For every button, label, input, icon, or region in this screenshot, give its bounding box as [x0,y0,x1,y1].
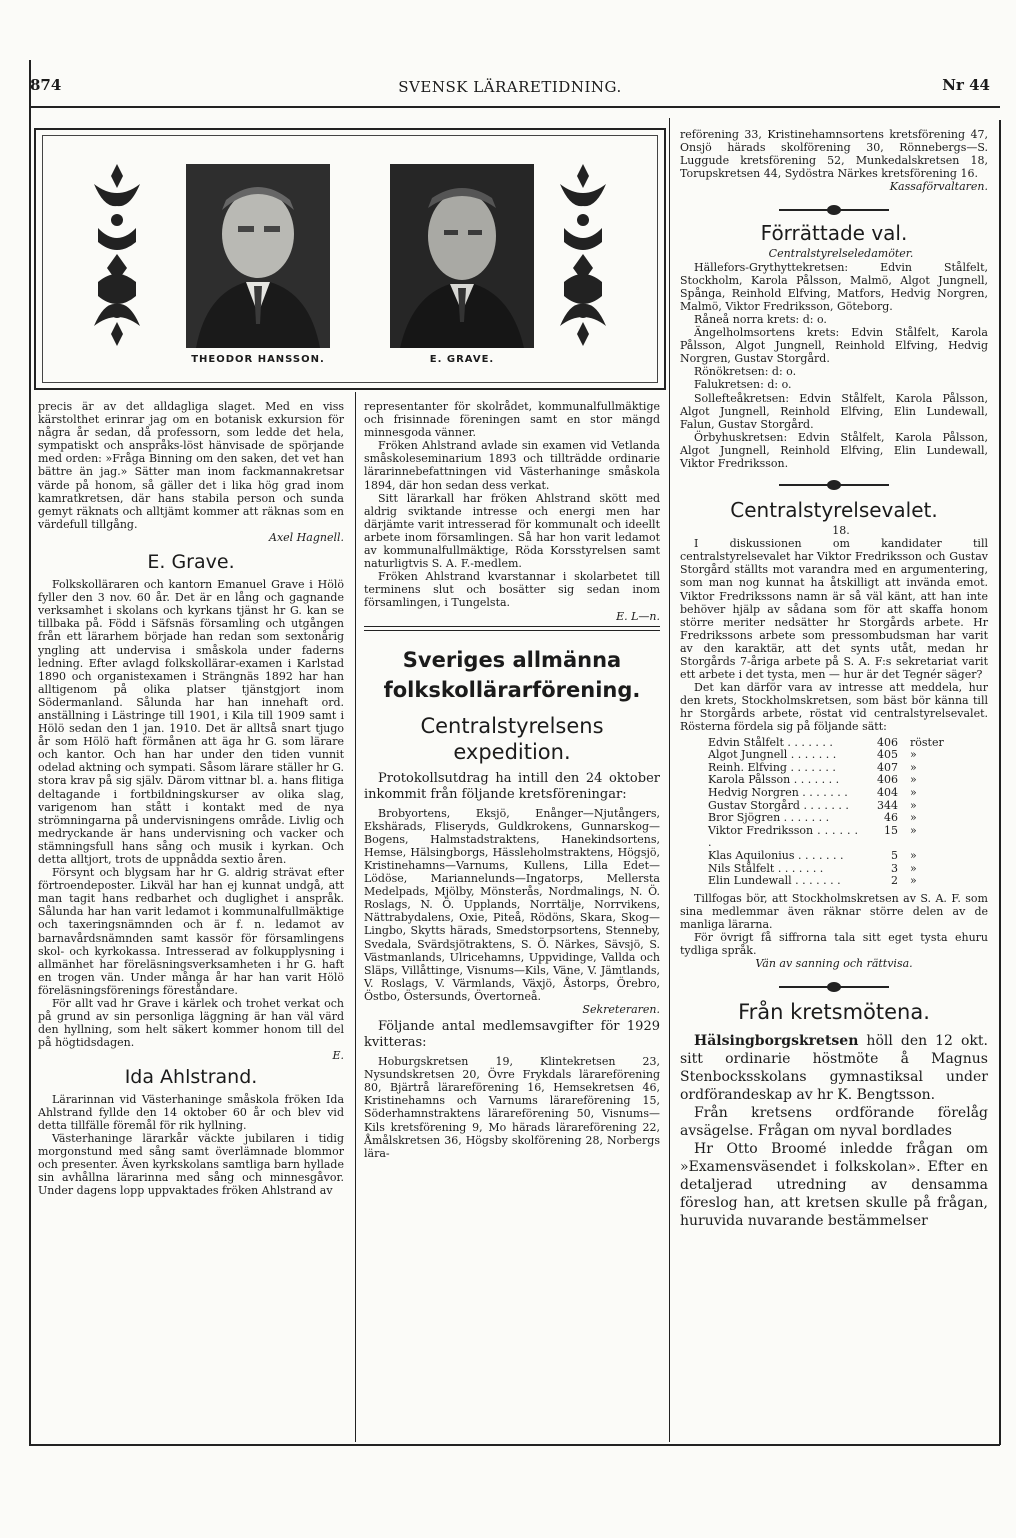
bottom-rule [29,1444,1000,1446]
paragraph: Det kan därför vara av intresse att meddela, hur den krets, Stockholmskretsen, som bäst bör känna till hr Storgårds arbete, röstat vid centralstyrelsevalet. Rösterna fördela sig på följande sätt: [680,681,988,734]
vote-unit: » [910,874,917,888]
paragraph: Sollefteåkretsen: Edvin Stålfelt, Karola Pålsson, Algot Jungnell, Reinhold Elfving, Elin Lundewall, Falun, Gustav Storgård. [680,391,988,431]
ornament-right-icon [556,162,610,348]
newspaper-title: SVENSK LÄRARETIDNING. [398,78,622,96]
signature: E. [332,1049,344,1063]
vote-count: 406 [877,735,898,749]
divider-arrow-icon [680,980,988,994]
paragraph: Från kretsens ordförande förelåg avsägelse. Frågan om nyval bordlades [680,1105,988,1140]
paragraph: För övrigt få siffrorna tala sitt eget tysta ehuru tydliga språk. [680,930,988,958]
vote-row [708,850,988,863]
signature: Sekreteraren. [582,1003,660,1016]
column-rule-1 [355,392,356,1442]
vote-unit: » [910,760,917,774]
vote-name: Hedvig Norgren . . . . . . . [708,785,848,799]
vote-unit: » [910,823,917,837]
vote-unit: » [910,773,917,787]
left-border [29,60,31,1445]
paragraph: Falukretsen: d: o. [694,378,792,392]
vote-name: Viktor Fredriksson . . . . . . . [708,823,858,850]
vote-unit: » [910,861,917,875]
ornament-left-icon [90,162,144,348]
caption-hansson: THEODOR HANSSON. [191,354,325,365]
vote-unit: » [910,748,917,762]
paragraph-fees: Hoburgskretsen 19, Klintekretsen 23, Nysundskretsen 20, Övre Frykdals lärareförening 80, Bjärtrå lärareförening 16, Hemsekretsen 46, Kristinehamns och Varnums lärareförening 15, Söderhamnstraktens lärareförening 50, Visnums—Kils kretsförening 9, Mo härads lärareförening 22, Åmålskretsen 36, Högsby skolförening 28, Norbergs lära- [364,1055,660,1160]
page-number: 874 [30,76,62,94]
vote-row [708,749,988,762]
signature: Vän av sanning och rättvisa. [755,957,913,971]
signature: Axel Hagnell. [269,530,344,544]
paragraph: För allt vad hr Grave i kärlek och trohet verkat och på grund av sin personliga läggning är han väl värd den hyllning, som helt säkert kommer honom till del på högtidsdagen. [38,997,344,1050]
subheading: Centralstyrelseledamöter. [768,247,914,261]
paragraph: Försynt och blygsam har hr G. aldrig strävat efter förtroendeposter. Likväl har han ej kunnat undgå, att man tagit hans redbarhet och duglighet i anspråk. Sålunda har han varit ledamot i kommunalfullmäktige och taxeringsnämnden och är f. n. ledamot av barnavårdsnämnden samt kassör för församlingens skol- och kyrkokassa. Intresserad av folkupplysning i allmänhet har föreläsningsverksamheten i hr G. haft en trogen vän. Under många år har han varit Hölö föreläsningsförenings föreståndare. [38,866,344,997]
divider-arrow-icon [680,478,988,492]
vote-name: Reinh. Elfving . . . . . . . [708,760,836,774]
signature: E. L—n. [616,609,660,623]
paragraph-fee: Följande antal medlemsavgifter för 1929 kvitteras: [364,1019,660,1051]
paragraph-protocol: Protokollsutdrag ha intill den 24 oktober inkommit från följande kretsföreningar: [364,770,660,802]
paragraph: precis är av det alldagliga slaget. Med en viss kärstolthet erinrar jag om en botanisk exkursion för några år sedan, då professorn, som ledde det hela, sympatiskt och anspråks-löst hänvisade de spörjande med orden: »Fråga Binning om den saken, det vet han bättre än jag.» Sätter man inom fackmannakretsar värde på honom, så gäller det i lika hög grad inom kamratkretsen, där hans stabila person och sunda gemyt räknats och alltjämt kommer att räknas som en värdefull tillgång. [38,400,344,531]
vote-count: 2 [891,874,898,888]
paragraph: Rönökretsen: d: o. [694,365,797,379]
vote-name: Edvin Stålfelt . . . . . . . [708,735,833,749]
paragraph [680,1032,988,1104]
article-number: 18. [832,524,850,538]
column-1 [38,400,344,1197]
association-title-line2: folkskollärarförening. [383,677,641,702]
paragraph: Hällefors-Grythyttekretsen: Edvin Stålfelt, Stockholm, Karola Pålsson, Malmö, Algot Jungnell, Spånga, Reinhold Elfving, Matfors, Hedvig Norgren, Malmö, Viktor Fredriksson, Göteborg. [680,260,988,313]
vote-name: Bror Sjögren . . . . . . . [708,811,830,825]
paragraph: Ängelholmsortens krets: Edvin Stålfelt, Karola Pålsson, Algot Jungnell, Reinhold Elfving, Hedvig Norgren, Gustav Storgård. [680,326,988,366]
right-border [999,120,1001,1445]
vote-count: 406 [877,773,898,787]
vote-row [708,787,988,800]
vote-count: 15 [884,823,898,837]
vote-count: 5 [891,848,898,862]
issue-number: Nr 44 [942,76,990,94]
paragraph: reförening 33, Kristinehamnsortens kretsförening 47, Onsjö härads skolförening 30, Rönnebergs—S. Luggude kretsförening 52, Munkedalskretsen 18, Torupskretsen 44, Sydöstra Närkes kretsförening 16. [680,128,988,181]
vote-count: 46 [884,811,898,825]
vote-count: 407 [877,760,898,774]
paragraph: I diskussionen om kandidater till centralstyrelsevalet har Viktor Fredriksson och Gustav Storgård ställts mot varandra med en argumentering, som man nog kunnat ha åtskilligt att invända emot. Viktor Fredrikssons namn är så väl känt, att han inte behöver hjälp av sådana som för att skaffa honom större meriter nedsätter hr Storgårds arbete. Hr Fredrikssons arbete som pressombudsman har varit av den karaktär, att det synts utåt, medan hr Storgårds 7-åriga arbete på S. A. F:s sekretariat varit ett arbete i det tysta, men — hur är det Tegnér säger? [680,537,988,682]
header-rule [29,106,1000,108]
heading-centralstyrelsevalet: Centralstyrelsevalet. [730,498,938,523]
column-rule-2 [669,118,670,1442]
paragraph-list: Brobyortens, Eksjö, Enånger—Njutångers, Ekshärads, Fliseryds, Guldkrokens, Gunnarskog—Bogens, Halmstadstraktens, Hanekindsortens, Hemse, Hälsingborgs, Hässleholmstraktens, Högsjö, Kristinehamns—Varnums, Kullens, Lilla Edet—Lödöse, Mariannelunds—Ingatorps, Mellersta Medelpads, Mjölby, Mönsterås, Nordmalings, N. Ö. Roslags, N. Ö. Upplands, Norrtälje, Norrvikens, Nättrabydalens, Oxie, Piteå, Rödöns, Skara, Skog—Lingbo, Skytts härads, Smedstorpsortens, Stenneby, Svedala, Svärdsjötraktens, S. Ö. Närkes, Sävsjö, S. Västmanlands, Ulricehamns, Uppvidinge, Vallda och Släps, Villåttinge, Visnums—Kils, Väne, V. Jämtlands, V. Roslags, V. Värmlands, Växjö, Åstorps, Örebro, Östbo, Östersunds, Övertorneå. [364,806,660,1003]
portrait-block [34,128,666,390]
heading-fran-kretsmotena: Från kretsmötena. [738,1000,930,1025]
section-divider [364,626,660,631]
paragraph: Råneå norra krets: d: o. [694,312,827,326]
vote-table [708,737,988,888]
vote-unit: » [910,785,917,799]
vote-unit: » [910,811,917,825]
portrait-grave [390,164,534,348]
paragraph: Västerhaninge lärarkår väckte jubilaren i tidig morgonstund med sång samt överlämnade blommor och presenter. Även kyrkskolans samtliga barn hyllade sin avhållna lärarinna med sång och minnesgåvor. Under dagens lopp uppvaktades fröken Ahlstrand av [38,1131,344,1198]
krets-name: Hälsingborgskretsen [694,1033,859,1050]
vote-name: Algot Jungnell . . . . . . . [708,748,837,762]
vote-count: 405 [877,748,898,762]
vote-count: 344 [877,798,898,812]
paragraph: representanter för skolrådet, kommunalfullmäktige och frisinnade föreningen samt en stor mängd minnesgoda vänner. [364,400,660,440]
paragraph: Örbyhuskretsen: Edvin Stålfelt, Karola Pålsson, Algot Jungnell, Reinhold Elfving, Elin Lundewall, Viktor Fredriksson. [680,430,988,470]
paragraph: Folkskolläraren och kantorn Emanuel Grave i Hölö fyller den 3 nov. 60 år. Det är en lång och gagnande verksamhet i skolans och kyrkans tjänst hr G. kan se tillbaka på. Född i Säfsnäs församling och utgången från ett lärarhem började han redan som sextonårig yngling att undervisa i småskola under faderns ledning. Efter avlagd folkskollärar-examen i Karlstad 1890 och organistexamen i Strängnäs 1892 har han alltigenom på olika platser tjänstgjort inom Södermanland. Sålunda har han innehaft ord. anställning i Lästringe till 1901, i Kila till 1909 samt i Hölö sedan den 1 jan. 1910. Det är alltså snart tjugo år som Hölö haft förmånen att äga hr G. som lärare och kantor. Och han har under den tiden vunnit odelad aktning och sympati. Såsom lärare ställer hr G. stora krav på sig själv. Därom vittnar bl. a. hans flitiga deltagande i fortbildningskurser av olika slag, varigenom han stått i kontakt med de nya strömningarna på undervisningens område. Livlig och medryckande är hans undervisning och vacker och stämningsfull hans sång och musik i kyrkan. Och detta alltjort, trots de uppnådda sextio åren. [38,578,344,866]
krets-text: höll den 12 okt. sitt ordinarie höstmöte å Magnus Stenbocksskolans gymnastiksal under ordförandeskap av hr K. Bengtsson. [680,1033,988,1104]
paragraph: Fröken Ahlstrand avlade sin examen vid Vetlanda småskoleseminarium 1893 och tillträdde ordinarie lärarinnebefattningen vid Västerhaninge småskola 1894, där hon sedan dess verkat. [364,439,660,492]
vote-row [708,825,988,850]
paragraph: Tillfogas bör, att Stockholmskretsen av S. A. F. som sina medlemmar även räknar större delen av de manliga lärarna. [680,891,988,931]
vote-name: Elin Lundewall . . . . . . . [708,874,841,888]
column-3 [680,128,988,1230]
signature: Kassaförvaltaren. [889,180,988,194]
vote-unit: röster [910,735,944,749]
vote-name: Gustav Storgård . . . . . . . [708,798,849,812]
vote-count: 404 [877,785,898,799]
vote-row [708,812,988,825]
vote-name: Klas Aquilonius . . . . . . . [708,848,844,862]
portrait-hansson [186,164,330,348]
page-header [30,76,990,102]
heading-grave: E. Grave. [147,551,235,574]
paragraph: Hr Otto Broomé inledde frågan om »Examensväsendet i folkskolan». Efter en detaljerad utredning av densamma föreslog han, att kretsen skulle på frågan, huruvida nuvarande bestämmelser [680,1141,988,1230]
heading-forrattade-val: Förrättade val. [760,221,908,246]
vote-name: Nils Stålfelt . . . . . . . [708,861,824,875]
heading-ahlstrand: Ida Ahlstrand. [124,1065,258,1088]
association-title-line1: Sveriges allmänna [402,647,622,672]
vote-row [708,875,988,888]
heading-expedition: Centralstyrelsens expedition. [420,713,604,764]
paragraph: Sitt lärarkall har fröken Ahlstrand skött med aldrig sviktande intresse och energi men har därjämte varit intresserad för kommunalt och ideellt arbete inom församlingen. Så har hon varit ledamot av kommunalfullmäktige, Röda Korsstyrelsen samt naturligtvis S. A. F.-medlem. [364,491,660,571]
paragraph: Fröken Ahlstrand kvarstannar i skolarbetet till terminens slut och bosätter sig sedan inom församlingen, i Tungelsta. [364,570,660,610]
caption-grave: E. GRAVE. [429,354,495,365]
divider-arrow-icon [680,203,988,217]
vote-name: Karola Pålsson . . . . . . . [708,773,840,787]
vote-unit: » [910,798,917,812]
vote-count: 3 [891,861,898,875]
vote-unit: » [910,848,917,862]
column-2 [364,400,660,1160]
paragraph: Lärarinnan vid Västerhaninge småskola fröken Ida Ahlstrand fyllde den 14 oktober 60 år och blev vid detta tillfälle föremål för rik hyllning. [38,1092,344,1132]
